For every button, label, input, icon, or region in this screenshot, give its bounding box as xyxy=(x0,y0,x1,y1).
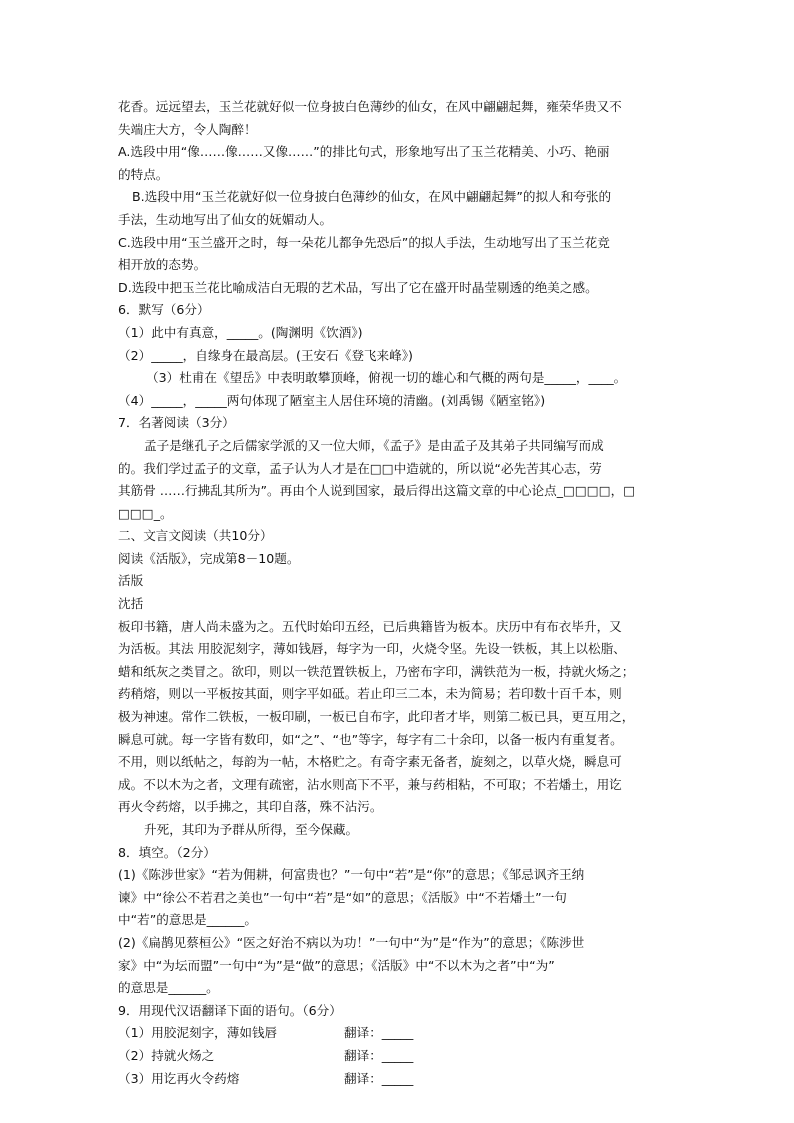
classical-text-line: 板印书籍，唐人尚未盛为之。五代时始印五经，已后典籍皆为板本。庆历中有布衣毕升，又 xyxy=(118,618,622,634)
classical-text-line: 再火令药熔，以手拂之，其印自落，殊不沾污。 xyxy=(118,799,383,815)
q7-paragraph-cont: 的。我们学过孟子的文章，孟子认为人才是在□□中造就的，所以说“必先苦其心志，劳 xyxy=(118,460,602,476)
question-8-heading: 8．填空。（2分） xyxy=(118,844,216,860)
q8-part-2-cont: 家》中“为坛而盟”一句中“为”是“做”的意思；《活版》中“不以木为之者”中“为” xyxy=(118,957,555,973)
option-d: D.选段中把玉兰花比喻成洁白无瑕的艺术品，写出了它在盛开时晶莹剔透的绝美之感。 xyxy=(118,279,598,295)
q8-part-1-cont: 谏》中“徐公不若君之美也”一句中“若”是“如”的意思；《活版》中“不若燔土”一句 xyxy=(118,889,567,905)
classical-text-line: 瞬息可就。每一字皆有数印，如“之”、“也”等字，每字有二十余印，以备一板内有重复者。 xyxy=(118,731,623,747)
q7-paragraph-cont: 其筋骨 ……行拂乱其所为”。再由个人说到国家，最后得出这篇文章的中心论点_□□□□，□ xyxy=(118,483,636,499)
passage-line: 失端庄大方，令人陶醉！ xyxy=(118,121,257,137)
classical-text-line: 极为神速。常作二铁板，一板印刷，一板已自布字，此印者才毕，则第二板已具，更互用之， xyxy=(118,709,635,725)
section-2-heading: 二、文言文阅读（共10分） xyxy=(118,528,273,544)
question-7-heading: 7．名著阅读（3分） xyxy=(118,415,235,431)
classical-text-line: 为活板。其法 用胶泥刻字，薄如钱唇，每字为一印，火烧令坚。先设一铁板，其上以松脂、 xyxy=(118,641,626,657)
translation-answer: 翻译：_____ xyxy=(344,1047,414,1063)
translation-row xyxy=(118,1045,688,1068)
translation-item: （3）用讫再火令药熔 xyxy=(118,1070,240,1086)
q8-part-1-cont: 中“若”的意思是______。 xyxy=(118,912,257,928)
option-c-cont: 相开放的态势。 xyxy=(118,257,207,273)
translation-answer: 翻译：_____ xyxy=(344,1025,414,1041)
classical-text-line: 不用，则以纸帖之，每韵为一帖，木格贮之。有奇字素无备者，旋刻之，以草火烧，瞬息可 xyxy=(118,754,622,770)
text-title: 活版 xyxy=(118,573,144,589)
classical-text-line: 药稍熔，则以一平板按其面，则字平如砥。若止印三二本，未为简易；若印数十百千本，则 xyxy=(118,686,622,702)
classical-text-line: 成。不以木为之者，文理有疏密，沾水则高下不平，兼与药相粘，不可取；不若燔土，用讫 xyxy=(118,776,622,792)
translation-row xyxy=(118,1068,688,1091)
document-page xyxy=(118,96,688,1090)
question-9-heading: 9．用现代汉语翻译下面的语句。（6分） xyxy=(118,1002,342,1018)
q6-item-3: （3）杜甫在《望岳》中表明敢攀顶峰，俯视一切的雄心和气概的两句是_____，____。 xyxy=(146,370,627,386)
question-6-heading: 6．默写（6分） xyxy=(118,302,210,318)
translation-item: （1）用胶泥刻字，薄如钱唇 xyxy=(118,1025,278,1041)
translation-row xyxy=(118,1022,688,1045)
classical-text-line: 升死，其印为予群从所得，至今保藏。 xyxy=(144,822,359,837)
q7-paragraph-cont: □□□_。 xyxy=(118,505,173,521)
q6-item-1: （1）此中有真意，_____。(陶渊明《饮酒》) xyxy=(118,324,363,340)
option-b: B.选段中用“玉兰花就好似一位身披白色薄纱的仙女，在风中翩翩起舞”的拟人和夸张的 xyxy=(132,189,612,205)
passage-line: 花香。远远望去，玉兰花就好似一位身披白色薄纱的仙女，在风中翩翩起舞，雍荣华贵又不 xyxy=(118,99,622,114)
q8-part-1: (1)《陈涉世家》“若为佣耕，何富贵也？”一句中“若”是“你”的意思；《邹忌讽齐王纳 xyxy=(118,867,585,883)
option-c: C.选段中用“玉兰盛开之时，每一朵花儿都争先恐后”的拟人手法，生动地写出了玉兰花竞 xyxy=(118,234,610,250)
q7-paragraph: 孟子是继孔子之后儒家学派的又一位大师，《孟子》是由孟子及其弟子共同编写而成 xyxy=(144,437,604,453)
q6-item-2: （2）_____，自缘身在最高层。(王安石《登飞来峰》) xyxy=(118,347,413,363)
option-a-cont: 的特点。 xyxy=(118,166,169,182)
translation-item: （2）持就火炀之 xyxy=(118,1047,215,1063)
option-b-cont: 手法，生动地写出了仙女的妩媚动人。 xyxy=(118,211,333,227)
reading-instruction: 阅读《活版》，完成第8－10题。 xyxy=(118,550,300,566)
q8-part-2: (2)《扁鹊见蔡桓公》“医之好治不病以为功！”一句中“为”是“作为”的意思；《陈涉世 xyxy=(118,934,585,950)
text-author: 沈括 xyxy=(118,596,144,612)
q6-item-4: （4）_____，_____两句体现了陋室主人居住环境的清幽。(刘禹锡《陋室铭》) xyxy=(118,392,546,408)
translation-answer: 翻译：_____ xyxy=(344,1070,414,1086)
option-a: A.选段中用“像……像……又像……”的排比句式，形象地写出了玉兰花精美、小巧、艳丽 xyxy=(118,144,610,160)
q8-part-2-cont: 的意思是______。 xyxy=(118,980,219,996)
classical-text-line: 蜡和纸灰之类冒之。欲印，则以一铁范置铁板上，乃密布字印，满铁范为一板，持就火炀之； xyxy=(118,663,635,679)
